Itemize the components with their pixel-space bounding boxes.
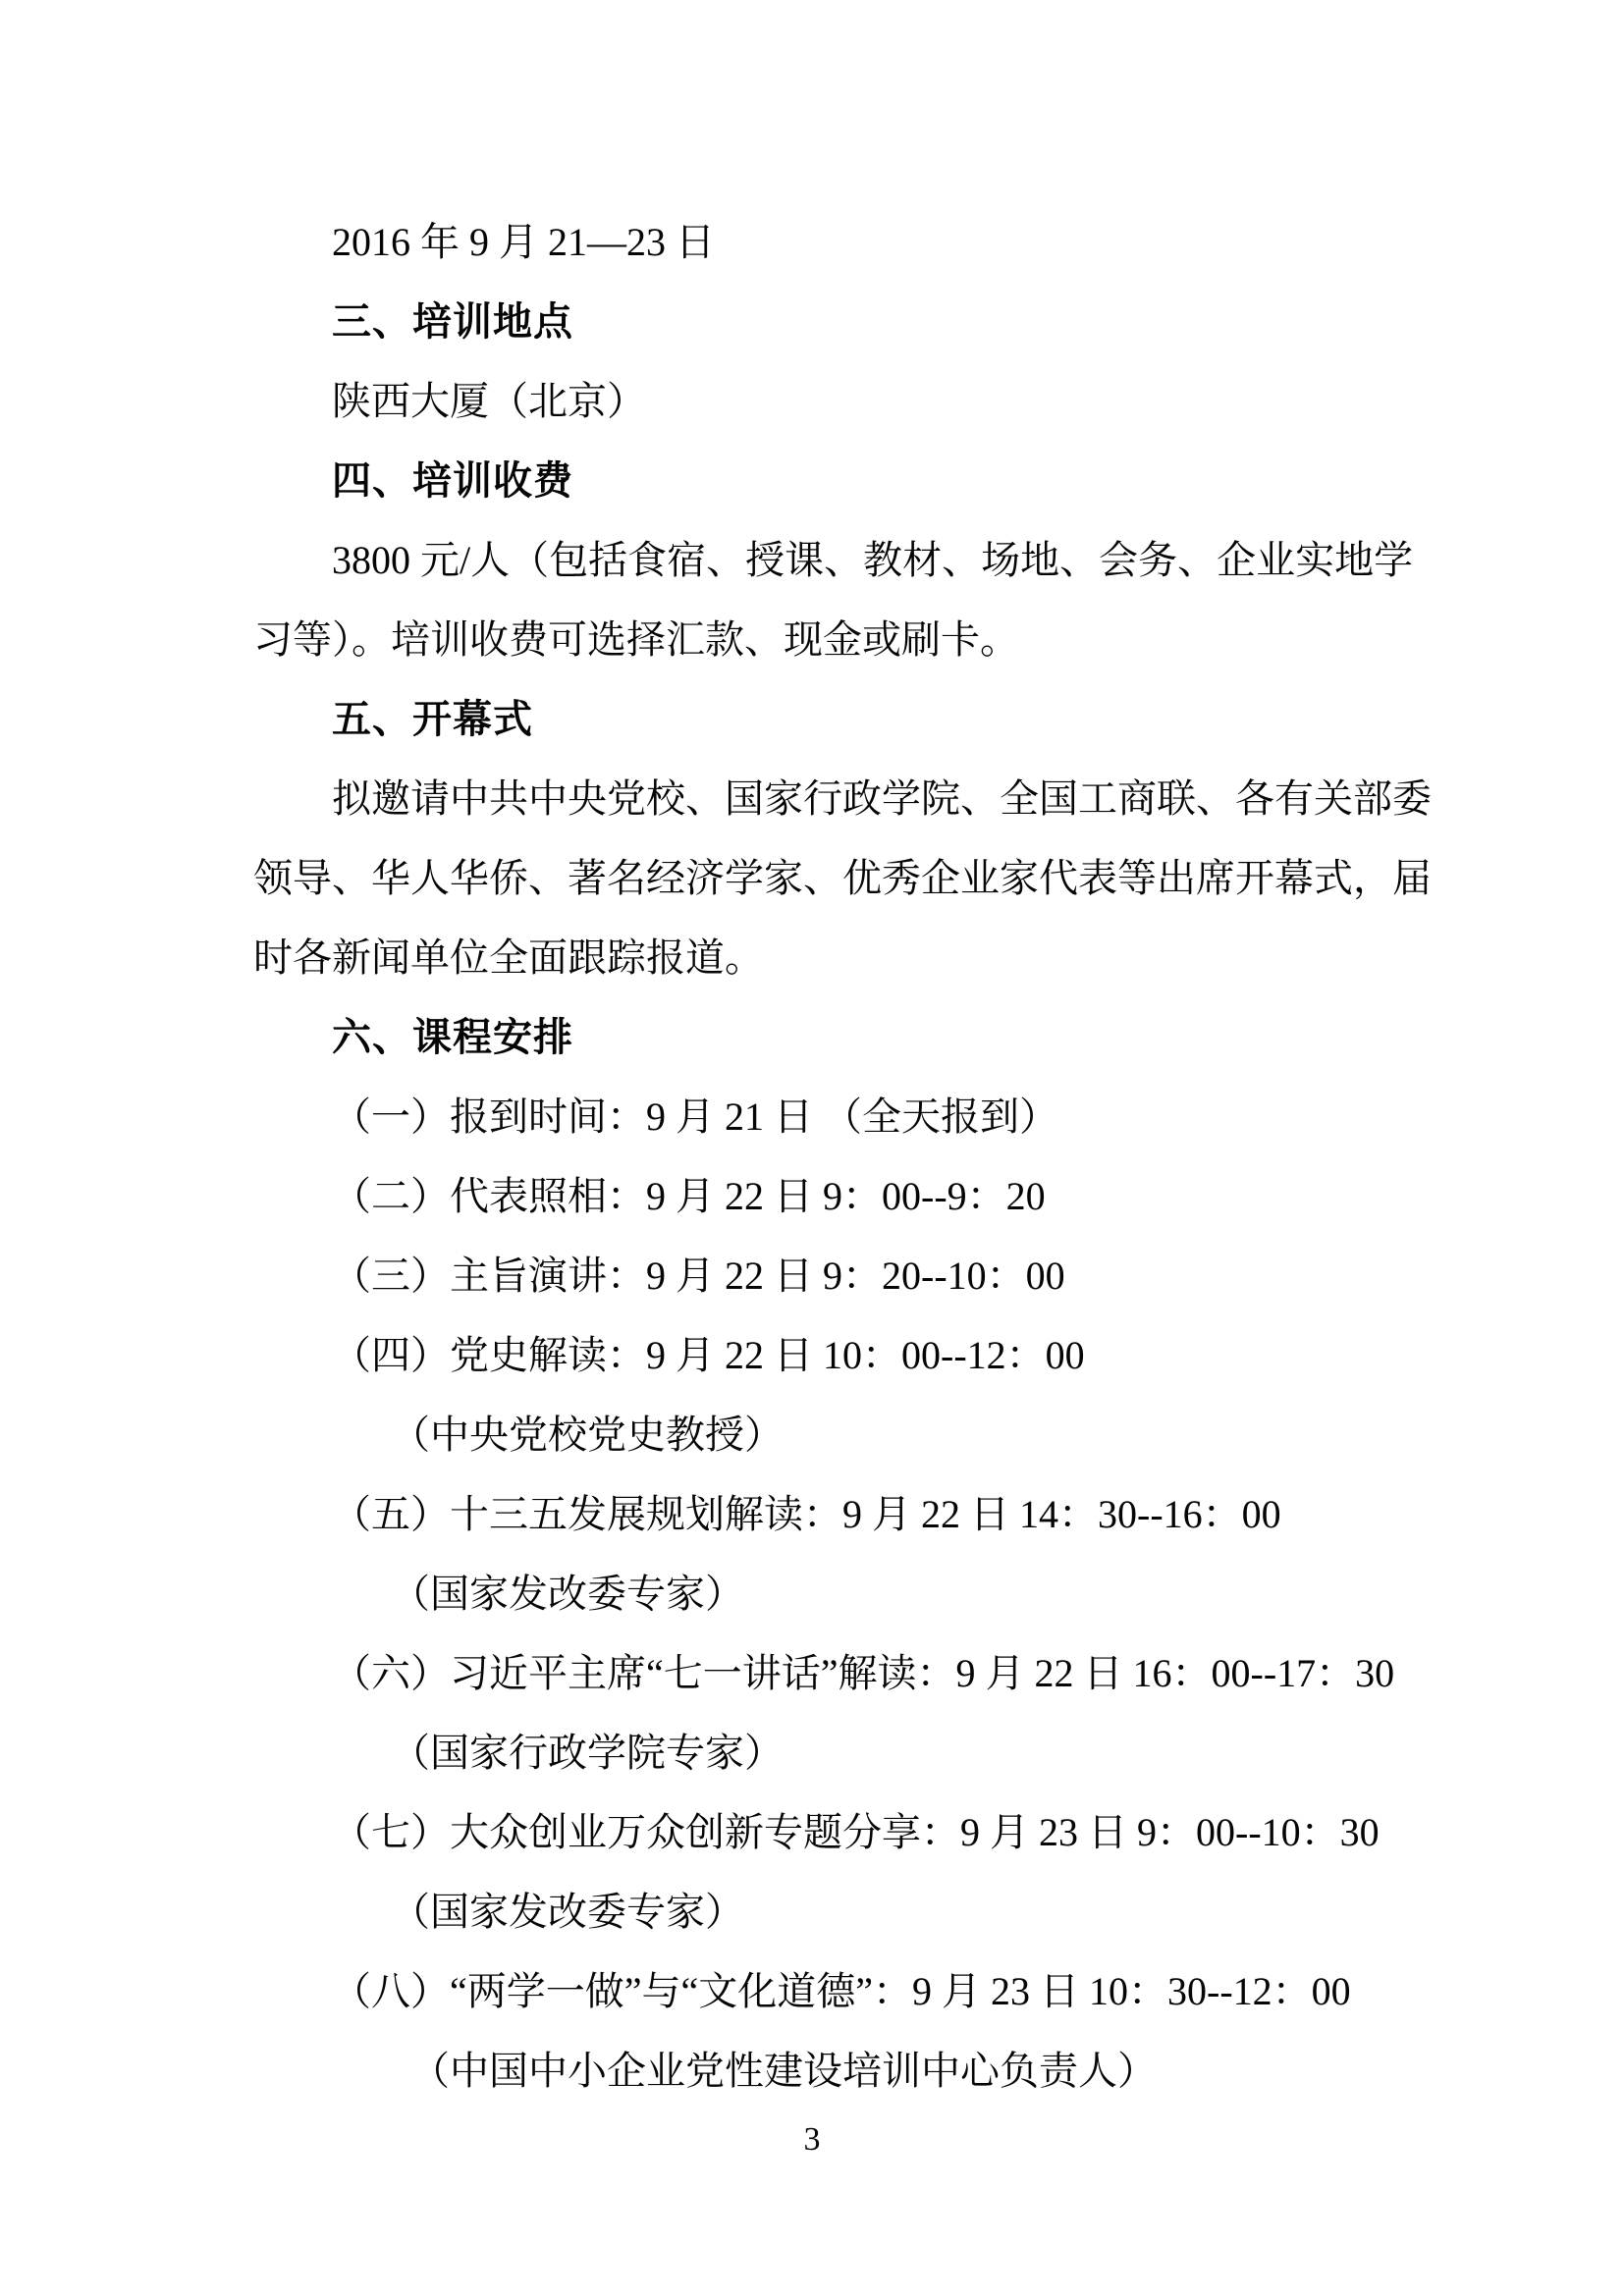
course-item-5: （五）十三五发展规划解读：9 月 22 日 14：30--16：00: [332, 1492, 1281, 1536]
opening-paragraph-line-1: 拟邀请中共中央党校、国家行政学院、全国工商联、各有关部委: [332, 776, 1432, 821]
course-item-1: （一）报到时间：9 月 21 日 （全天报到）: [332, 1095, 1058, 1139]
document-body: [253, 202, 1432, 2110]
course-item-2: （二）代表照相：9 月 22 日 9：00--9：20: [332, 1174, 1046, 1218]
course-speaker-note-item-6: （国家行政学院专家）: [391, 1731, 784, 1775]
course-item-6: （六）习近平主席“七一讲话”解读：9 月 22 日 16：00--17：30: [332, 1651, 1395, 1695]
opening-paragraph-line-3: 时各新闻单位全面跟踪报道。: [253, 935, 764, 980]
course-speaker-note-item-7: （国家发改委专家）: [391, 1890, 744, 1934]
course-item-4: （四）党史解读：9 月 22 日 10：00--12：00: [332, 1333, 1085, 1377]
section-heading-course-schedule: 六、课程安排: [332, 1015, 573, 1059]
section-heading-training-location: 三、培训地点: [332, 299, 573, 344]
course-speaker-note-item-4: （中央党校党史教授）: [391, 1413, 784, 1457]
page-number: 3: [803, 2121, 821, 2158]
fee-paragraph-line-1: 3800 元/人（包括食宿、授课、教材、场地、会务、企业实地学: [332, 538, 1414, 582]
course-speaker-note-item-5: （国家发改委专家）: [391, 1572, 744, 1616]
training-location-text: 陕西大厦（北京）: [332, 379, 646, 423]
date-line: 2016 年 9 月 21—23 日: [332, 220, 715, 264]
course-item-3: （三）主旨演讲：9 月 22 日 9：20--10：00: [332, 1254, 1065, 1298]
course-item-7: （七）大众创业万众创新专题分享：9 月 23 日 9：00--10：30: [332, 1810, 1380, 1854]
opening-paragraph-line-2: 领导、华人华侨、著名经济学家、优秀企业家代表等出席开幕式，届: [253, 856, 1432, 900]
fee-paragraph-line-2: 习等）。培训收费可选择汇款、现金或刷卡。: [253, 617, 1019, 662]
section-heading-opening-ceremony: 五、开幕式: [332, 697, 533, 741]
course-item-8: （八）“两学一做”与“文化道德”：9 月 23 日 10：30--12：00: [332, 1969, 1351, 2013]
course-speaker-note-item-8: （中国中小企业党性建设培训中心负责人）: [410, 2049, 1157, 2093]
section-heading-training-fee: 四、培训收费: [332, 458, 573, 503]
